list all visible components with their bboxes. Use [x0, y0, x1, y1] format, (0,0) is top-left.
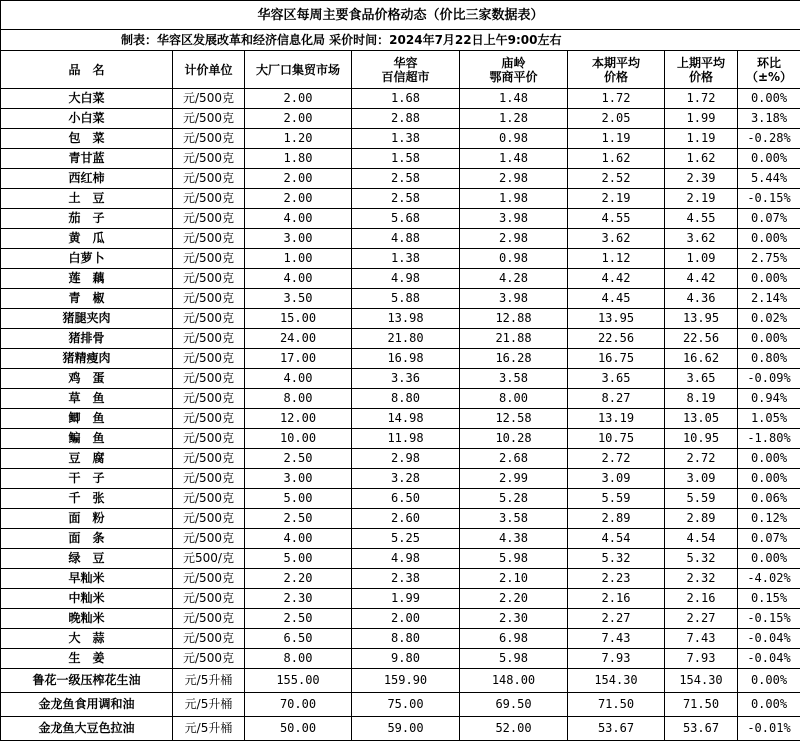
price-prev-avg: 22.56 — [665, 329, 738, 349]
price-baixin: 1.38 — [352, 129, 460, 149]
unit: 元/500克 — [173, 249, 245, 269]
item-name: 面 粉 — [1, 509, 173, 529]
price-prev-avg: 2.27 — [665, 609, 738, 629]
price-miaoling: 16.28 — [460, 349, 568, 369]
price-market: 12.00 — [245, 409, 352, 429]
price-current-avg: 53.67 — [568, 717, 665, 741]
price-prev-avg: 10.95 — [665, 429, 738, 449]
price-market: 8.00 — [245, 649, 352, 669]
table-row — [1, 289, 800, 309]
price-miaoling: 4.28 — [460, 269, 568, 289]
price-market: 10.00 — [245, 429, 352, 449]
table-row — [1, 149, 800, 169]
price-prev-avg: 2.32 — [665, 569, 738, 589]
price-current-avg: 13.95 — [568, 309, 665, 329]
item-name: 猪排骨 — [1, 329, 173, 349]
price-market: 2.00 — [245, 89, 352, 109]
unit: 元500/克 — [173, 549, 245, 569]
price-change: -0.04% — [738, 649, 800, 669]
table-row — [1, 489, 800, 509]
item-name: 大白菜 — [1, 89, 173, 109]
header-change: 环比 （±%） — [738, 51, 800, 89]
table-row — [1, 429, 800, 449]
price-baixin: 2.58 — [352, 169, 460, 189]
price-change: 0.02% — [738, 309, 800, 329]
price-change: 0.00% — [738, 89, 800, 109]
price-current-avg: 7.93 — [568, 649, 665, 669]
item-name: 金龙鱼食用调和油 — [1, 693, 173, 717]
price-miaoling: 1.48 — [460, 89, 568, 109]
item-name: 西红柿 — [1, 169, 173, 189]
item-name: 鲁花一级压榨花生油 — [1, 669, 173, 693]
item-name: 鳊 鱼 — [1, 429, 173, 449]
table-row — [1, 329, 800, 349]
unit: 元/500克 — [173, 229, 245, 249]
price-market: 2.00 — [245, 189, 352, 209]
price-baixin: 2.88 — [352, 109, 460, 129]
price-current-avg: 3.65 — [568, 369, 665, 389]
price-change: 2.75% — [738, 249, 800, 269]
item-name: 中籼米 — [1, 589, 173, 609]
price-market: 2.50 — [245, 509, 352, 529]
price-baixin: 159.90 — [352, 669, 460, 693]
price-change: 0.80% — [738, 349, 800, 369]
price-miaoling: 2.30 — [460, 609, 568, 629]
price-prev-avg: 154.30 — [665, 669, 738, 693]
price-prev-avg: 3.62 — [665, 229, 738, 249]
price-baixin: 1.38 — [352, 249, 460, 269]
price-prev-avg: 71.50 — [665, 693, 738, 717]
unit: 元/500克 — [173, 569, 245, 589]
price-baixin: 59.00 — [352, 717, 460, 741]
price-market: 4.00 — [245, 209, 352, 229]
price-prev-avg: 8.19 — [665, 389, 738, 409]
price-market: 2.00 — [245, 169, 352, 189]
item-name: 包 菜 — [1, 129, 173, 149]
item-name: 鸡 蛋 — [1, 369, 173, 389]
price-market: 5.00 — [245, 489, 352, 509]
unit: 元/500克 — [173, 449, 245, 469]
price-prev-avg: 1.72 — [665, 89, 738, 109]
item-name: 莲 藕 — [1, 269, 173, 289]
unit: 元/500克 — [173, 329, 245, 349]
price-market: 1.00 — [245, 249, 352, 269]
price-change: 0.15% — [738, 589, 800, 609]
item-name: 晚籼米 — [1, 609, 173, 629]
item-name: 猪精瘦肉 — [1, 349, 173, 369]
price-market: 8.00 — [245, 389, 352, 409]
item-name: 青 椒 — [1, 289, 173, 309]
price-market: 17.00 — [245, 349, 352, 369]
header-unit: 计价单位 — [173, 51, 245, 89]
price-current-avg: 2.52 — [568, 169, 665, 189]
table-row — [1, 209, 800, 229]
price-baixin: 2.60 — [352, 509, 460, 529]
price-miaoling: 3.58 — [460, 509, 568, 529]
price-miaoling: 21.88 — [460, 329, 568, 349]
price-baixin: 4.88 — [352, 229, 460, 249]
price-change: 0.06% — [738, 489, 800, 509]
unit: 元/500克 — [173, 309, 245, 329]
unit: 元/500克 — [173, 169, 245, 189]
price-baixin: 3.36 — [352, 369, 460, 389]
price-current-avg: 7.43 — [568, 629, 665, 649]
price-change: -0.15% — [738, 189, 800, 209]
item-name: 面 条 — [1, 529, 173, 549]
price-change: 2.14% — [738, 289, 800, 309]
price-current-avg: 71.50 — [568, 693, 665, 717]
price-miaoling: 3.98 — [460, 209, 568, 229]
price-miaoling: 2.99 — [460, 469, 568, 489]
price-baixin: 13.98 — [352, 309, 460, 329]
item-name: 茄 子 — [1, 209, 173, 229]
price-current-avg: 2.72 — [568, 449, 665, 469]
price-baixin: 4.98 — [352, 549, 460, 569]
header-miaoling: 庙岭 鄂商平价 — [460, 51, 568, 89]
table-row — [1, 409, 800, 429]
price-change: 0.00% — [738, 669, 800, 693]
price-baixin: 16.98 — [352, 349, 460, 369]
unit: 元/500克 — [173, 129, 245, 149]
price-market: 3.00 — [245, 469, 352, 489]
price-prev-avg: 3.09 — [665, 469, 738, 489]
price-prev-avg: 4.36 — [665, 289, 738, 309]
price-change: 0.00% — [738, 329, 800, 349]
header-name: 品 名 — [1, 51, 173, 89]
price-prev-avg: 3.65 — [665, 369, 738, 389]
price-market: 50.00 — [245, 717, 352, 741]
price-baixin: 1.68 — [352, 89, 460, 109]
table-row — [1, 549, 800, 569]
price-market: 3.50 — [245, 289, 352, 309]
item-name: 豆 腐 — [1, 449, 173, 469]
price-baixin: 5.68 — [352, 209, 460, 229]
price-market: 2.30 — [245, 589, 352, 609]
item-name: 小白菜 — [1, 109, 173, 129]
price-change: 0.00% — [738, 229, 800, 249]
price-change: 0.00% — [738, 693, 800, 717]
price-miaoling: 5.28 — [460, 489, 568, 509]
price-miaoling: 3.98 — [460, 289, 568, 309]
unit: 元/500克 — [173, 409, 245, 429]
header-current-avg: 本期平均 价格 — [568, 51, 665, 89]
table-row — [1, 589, 800, 609]
price-market: 4.00 — [245, 369, 352, 389]
table-row — [1, 349, 800, 369]
price-prev-avg: 2.39 — [665, 169, 738, 189]
price-prev-avg: 2.72 — [665, 449, 738, 469]
unit: 元/500克 — [173, 349, 245, 369]
price-miaoling: 1.28 — [460, 109, 568, 129]
price-change: 3.18% — [738, 109, 800, 129]
table-row — [1, 509, 800, 529]
price-current-avg: 2.23 — [568, 569, 665, 589]
price-baixin: 3.28 — [352, 469, 460, 489]
price-market: 24.00 — [245, 329, 352, 349]
unit: 元/5升桶 — [173, 717, 245, 741]
table-row — [1, 609, 800, 629]
price-current-avg: 13.19 — [568, 409, 665, 429]
price-change: 0.12% — [738, 509, 800, 529]
price-change: 5.44% — [738, 169, 800, 189]
unit: 元/500克 — [173, 289, 245, 309]
table-row — [1, 169, 800, 189]
unit: 元/500克 — [173, 389, 245, 409]
price-baixin: 2.98 — [352, 449, 460, 469]
price-market: 2.00 — [245, 109, 352, 129]
item-name: 大 蒜 — [1, 629, 173, 649]
price-baixin: 11.98 — [352, 429, 460, 449]
price-prev-avg: 1.09 — [665, 249, 738, 269]
price-current-avg: 2.27 — [568, 609, 665, 629]
price-prev-avg: 5.32 — [665, 549, 738, 569]
price-miaoling: 10.28 — [460, 429, 568, 449]
price-baixin: 5.25 — [352, 529, 460, 549]
price-current-avg: 2.89 — [568, 509, 665, 529]
price-miaoling: 1.48 — [460, 149, 568, 169]
price-baixin: 5.88 — [352, 289, 460, 309]
unit: 元/500克 — [173, 269, 245, 289]
price-miaoling: 148.00 — [460, 669, 568, 693]
price-miaoling: 0.98 — [460, 129, 568, 149]
price-change: 0.00% — [738, 469, 800, 489]
price-market: 70.00 — [245, 693, 352, 717]
price-current-avg: 2.19 — [568, 189, 665, 209]
price-market: 1.20 — [245, 129, 352, 149]
unit: 元/500克 — [173, 369, 245, 389]
table-row — [1, 249, 800, 269]
item-name: 猪腿夹肉 — [1, 309, 173, 329]
price-miaoling: 2.10 — [460, 569, 568, 589]
price-prev-avg: 1.62 — [665, 149, 738, 169]
price-prev-avg: 5.59 — [665, 489, 738, 509]
price-current-avg: 4.55 — [568, 209, 665, 229]
price-baixin: 1.99 — [352, 589, 460, 609]
item-name: 干 子 — [1, 469, 173, 489]
price-baixin: 75.00 — [352, 693, 460, 717]
price-current-avg: 4.54 — [568, 529, 665, 549]
item-name: 土 豆 — [1, 189, 173, 209]
price-prev-avg: 1.99 — [665, 109, 738, 129]
table-row — [1, 629, 800, 649]
price-prev-avg: 4.42 — [665, 269, 738, 289]
table-row — [1, 649, 800, 669]
price-market: 15.00 — [245, 309, 352, 329]
price-current-avg: 10.75 — [568, 429, 665, 449]
price-current-avg: 16.75 — [568, 349, 665, 369]
table-row — [1, 389, 800, 409]
table-row — [1, 669, 800, 693]
item-name: 生 姜 — [1, 649, 173, 669]
price-miaoling: 52.00 — [460, 717, 568, 741]
price-prev-avg: 2.19 — [665, 189, 738, 209]
price-change: -0.15% — [738, 609, 800, 629]
unit: 元/500克 — [173, 609, 245, 629]
price-current-avg: 3.09 — [568, 469, 665, 489]
price-baixin: 2.38 — [352, 569, 460, 589]
price-miaoling: 3.58 — [460, 369, 568, 389]
price-market: 155.00 — [245, 669, 352, 693]
table-row — [1, 717, 800, 741]
price-miaoling: 2.98 — [460, 169, 568, 189]
unit: 元/500克 — [173, 589, 245, 609]
price-miaoling: 5.98 — [460, 649, 568, 669]
price-market: 2.20 — [245, 569, 352, 589]
price-baixin: 21.80 — [352, 329, 460, 349]
price-change: 0.00% — [738, 549, 800, 569]
price-prev-avg: 2.89 — [665, 509, 738, 529]
price-current-avg: 8.27 — [568, 389, 665, 409]
price-miaoling: 2.20 — [460, 589, 568, 609]
table-title: 华容区每周主要食品价格动态（价比三家数据表） — [1, 1, 800, 30]
price-current-avg: 1.19 — [568, 129, 665, 149]
price-current-avg: 1.62 — [568, 149, 665, 169]
item-name: 千 张 — [1, 489, 173, 509]
price-miaoling: 2.68 — [460, 449, 568, 469]
price-current-avg: 154.30 — [568, 669, 665, 693]
price-current-avg: 4.42 — [568, 269, 665, 289]
price-baixin: 4.98 — [352, 269, 460, 289]
price-prev-avg: 7.43 — [665, 629, 738, 649]
table-row — [1, 469, 800, 489]
table-row — [1, 693, 800, 717]
unit: 元/5升桶 — [173, 669, 245, 693]
table-row — [1, 269, 800, 289]
unit: 元/500克 — [173, 509, 245, 529]
unit: 元/500克 — [173, 189, 245, 209]
price-miaoling: 12.58 — [460, 409, 568, 429]
item-name: 鲫 鱼 — [1, 409, 173, 429]
unit: 元/500克 — [173, 529, 245, 549]
price-prev-avg: 7.93 — [665, 649, 738, 669]
table-row — [1, 449, 800, 469]
price-current-avg: 22.56 — [568, 329, 665, 349]
header-baixin: 华容 百信超市 — [352, 51, 460, 89]
unit: 元/500克 — [173, 109, 245, 129]
price-baixin: 6.50 — [352, 489, 460, 509]
unit: 元/500克 — [173, 469, 245, 489]
price-market: 2.50 — [245, 449, 352, 469]
table-row — [1, 569, 800, 589]
price-miaoling: 8.00 — [460, 389, 568, 409]
price-miaoling: 6.98 — [460, 629, 568, 649]
item-name: 草 鱼 — [1, 389, 173, 409]
header-row — [1, 51, 800, 89]
price-change: 0.07% — [738, 529, 800, 549]
price-prev-avg: 4.54 — [665, 529, 738, 549]
item-name: 黄 瓜 — [1, 229, 173, 249]
price-change: -0.04% — [738, 629, 800, 649]
price-current-avg: 4.45 — [568, 289, 665, 309]
price-baixin: 2.00 — [352, 609, 460, 629]
price-market: 4.00 — [245, 269, 352, 289]
table-row — [1, 309, 800, 329]
item-name: 早籼米 — [1, 569, 173, 589]
price-change: -0.09% — [738, 369, 800, 389]
price-current-avg: 1.72 — [568, 89, 665, 109]
price-prev-avg: 16.62 — [665, 349, 738, 369]
header-market: 大厂口集贸市场 — [245, 51, 352, 89]
price-change: 0.07% — [738, 209, 800, 229]
table-row — [1, 189, 800, 209]
unit: 元/500克 — [173, 209, 245, 229]
price-miaoling: 4.38 — [460, 529, 568, 549]
price-current-avg: 2.05 — [568, 109, 665, 129]
price-miaoling: 69.50 — [460, 693, 568, 717]
price-baixin: 1.58 — [352, 149, 460, 169]
price-baixin: 8.80 — [352, 629, 460, 649]
price-miaoling: 1.98 — [460, 189, 568, 209]
header-prev-avg: 上期平均 价格 — [665, 51, 738, 89]
price-change: -0.28% — [738, 129, 800, 149]
price-change: 0.00% — [738, 269, 800, 289]
price-market: 6.50 — [245, 629, 352, 649]
price-prev-avg: 13.05 — [665, 409, 738, 429]
price-current-avg: 3.62 — [568, 229, 665, 249]
price-market: 1.80 — [245, 149, 352, 169]
price-market: 5.00 — [245, 549, 352, 569]
price-current-avg: 5.59 — [568, 489, 665, 509]
table-row — [1, 89, 800, 109]
price-baixin: 2.58 — [352, 189, 460, 209]
price-change: -1.80% — [738, 429, 800, 449]
price-miaoling: 12.88 — [460, 309, 568, 329]
price-current-avg: 1.12 — [568, 249, 665, 269]
price-change: 0.00% — [738, 449, 800, 469]
price-prev-avg: 53.67 — [665, 717, 738, 741]
table-subtitle: 制表：华容区发展改革和经济信息化局 采价时间：2024年7月22日上午9:00左右 — [1, 30, 800, 51]
unit: 元/500克 — [173, 649, 245, 669]
price-baixin: 9.80 — [352, 649, 460, 669]
unit: 元/5升桶 — [173, 693, 245, 717]
table-row — [1, 109, 800, 129]
price-change: -4.02% — [738, 569, 800, 589]
price-market: 2.50 — [245, 609, 352, 629]
price-current-avg: 5.32 — [568, 549, 665, 569]
price-prev-avg: 1.19 — [665, 129, 738, 149]
table-row — [1, 529, 800, 549]
price-prev-avg: 4.55 — [665, 209, 738, 229]
price-miaoling: 0.98 — [460, 249, 568, 269]
price-baixin: 8.80 — [352, 389, 460, 409]
item-name: 绿 豆 — [1, 549, 173, 569]
unit: 元/500克 — [173, 149, 245, 169]
table-row — [1, 369, 800, 389]
unit: 元/500克 — [173, 89, 245, 109]
price-prev-avg: 13.95 — [665, 309, 738, 329]
price-baixin: 14.98 — [352, 409, 460, 429]
price-prev-avg: 2.16 — [665, 589, 738, 609]
price-miaoling: 5.98 — [460, 549, 568, 569]
table-row — [1, 229, 800, 249]
price-change: 1.05% — [738, 409, 800, 429]
unit: 元/500克 — [173, 429, 245, 449]
price-current-avg: 2.16 — [568, 589, 665, 609]
price-market: 4.00 — [245, 529, 352, 549]
price-change: 0.94% — [738, 389, 800, 409]
unit: 元/500克 — [173, 629, 245, 649]
item-name: 青甘蓝 — [1, 149, 173, 169]
price-change: 0.00% — [738, 149, 800, 169]
unit: 元/500克 — [173, 489, 245, 509]
price-miaoling: 2.98 — [460, 229, 568, 249]
price-market: 3.00 — [245, 229, 352, 249]
price-change: -0.01% — [738, 717, 800, 741]
table-row — [1, 129, 800, 149]
item-name: 白萝卜 — [1, 249, 173, 269]
item-name: 金龙鱼大豆色拉油 — [1, 717, 173, 741]
